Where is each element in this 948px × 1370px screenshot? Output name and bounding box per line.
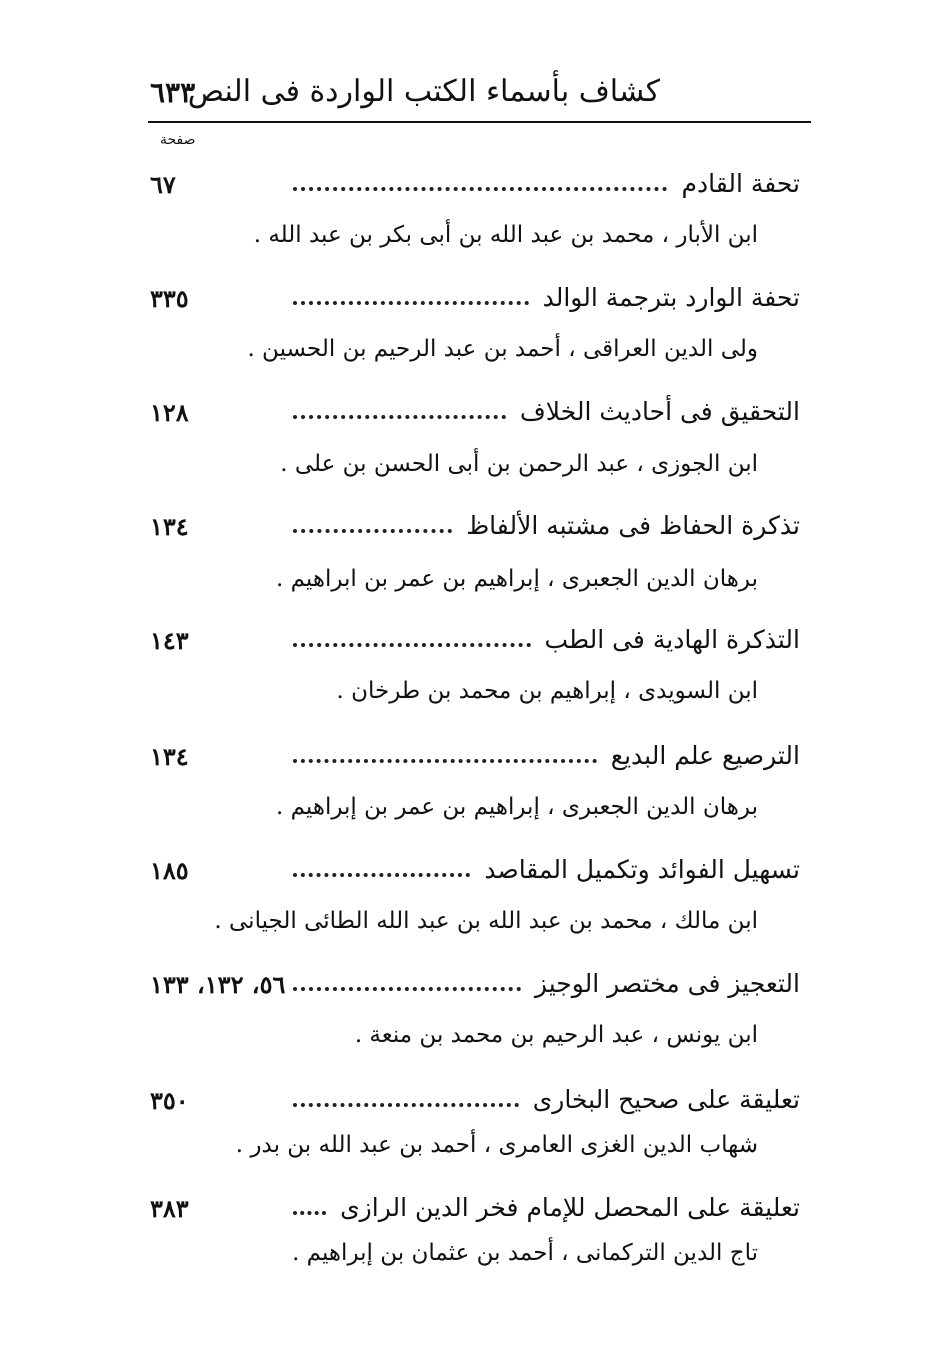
entry-author: ابن مالك ، محمد بن عبد الله بن عبد الله الطائى الجيانى .: [214, 908, 758, 934]
entry-title: التعجيز فى مختصر الوجيز: [534, 968, 800, 998]
entry-page-ref: ١٢٨: [150, 398, 189, 427]
dot-leader: [293, 185, 667, 191]
entry-title-row: [275, 852, 800, 886]
entry-title-row: [275, 1082, 800, 1116]
page-column-label: صفحة: [160, 132, 196, 148]
dot-leader: [293, 757, 597, 763]
entry-author: ابن الجوزى ، عبد الرحمن بن أبى الحسن بن على .: [280, 451, 758, 477]
dot-leader: [293, 413, 506, 419]
header-divider: [148, 121, 811, 123]
dot-leader: [293, 1101, 519, 1107]
entry-page-ref: ٥٦، ١٣٢، ١٣٣: [150, 970, 286, 999]
dot-leader: [293, 641, 531, 647]
entry-page-ref: ٣٣٥: [150, 284, 189, 313]
running-header-title: كشاف بأسماء الكتب الواردة فى النص: [187, 74, 660, 109]
entry-title: تعليقة على المحصل للإمام فخر الدين الرازى: [340, 1192, 800, 1222]
entry-author: برهان الدين الجعبرى ، إبراهيم بن عمر بن إبراهيم .: [275, 794, 758, 820]
entry-title-row: [275, 394, 800, 428]
entry-page-ref: ١٣٤: [150, 512, 189, 541]
entry-title: الترصيع علم البديع: [610, 740, 800, 770]
entry-page-ref: ٣٨٣: [150, 1194, 189, 1223]
entry-page-ref: ٣٥٠: [150, 1086, 189, 1115]
entry-page-ref: ٦٧: [150, 170, 176, 199]
entry-page-ref: ١٤٣: [150, 626, 189, 655]
dot-leader: [293, 299, 529, 305]
entry-title: التحقيق فى أحاديث الخلاف: [519, 396, 800, 426]
entry-author: شهاب الدين الغزى العامرى ، أحمد بن عبد الله بن بدر .: [235, 1132, 758, 1158]
entry-title: تذكرة الحفاظ فى مشتبه الألفاظ: [466, 510, 800, 540]
entry-title-row: [275, 738, 800, 772]
entry-title: تحفة القادم: [681, 168, 800, 198]
entry-author: ابن السويدى ، إبراهيم بن محمد بن طرخان .: [336, 678, 758, 704]
entry-author: برهان الدين الجعبرى ، إبراهيم بن عمر بن ابراهيم .: [275, 566, 758, 592]
entry-author: ابن الأبار ، محمد بن عبد الله بن أبى بكر بن عبد الله .: [253, 222, 758, 248]
entry-page-ref: ١٣٤: [150, 742, 189, 771]
entry-title: تعليقة على صحيح البخارى: [532, 1084, 800, 1114]
entry-title-row: [275, 1190, 800, 1224]
entry-page-ref: ١٨٥: [150, 856, 189, 885]
entry-author: تاج الدين التركمانى ، أحمد بن عثمان بن إبراهيم .: [292, 1240, 758, 1266]
entry-title-row: [275, 622, 800, 656]
dot-leader: [293, 871, 470, 877]
entry-title: تحفة الوارد بترجمة الوالد: [542, 282, 800, 312]
entry-title: التذكرة الهادية فى الطب: [544, 624, 800, 654]
page-number: ٦٣٣: [150, 76, 196, 109]
entry-title-row: [275, 966, 800, 1000]
entry-title: تسهيل الفوائد وتكميل المقاصد: [484, 854, 800, 884]
dot-leader: [293, 985, 521, 991]
entry-author: ابن يونس ، عبد الرحيم بن محمد بن منعة .: [354, 1022, 758, 1048]
entry-title-row: [275, 280, 800, 314]
dot-leader: [293, 527, 452, 533]
entry-title-row: [275, 166, 800, 200]
entry-author: ولى الدين العراقى ، أحمد بن عبد الرحيم بن الحسين .: [247, 336, 758, 362]
entry-title-row: [275, 508, 800, 542]
